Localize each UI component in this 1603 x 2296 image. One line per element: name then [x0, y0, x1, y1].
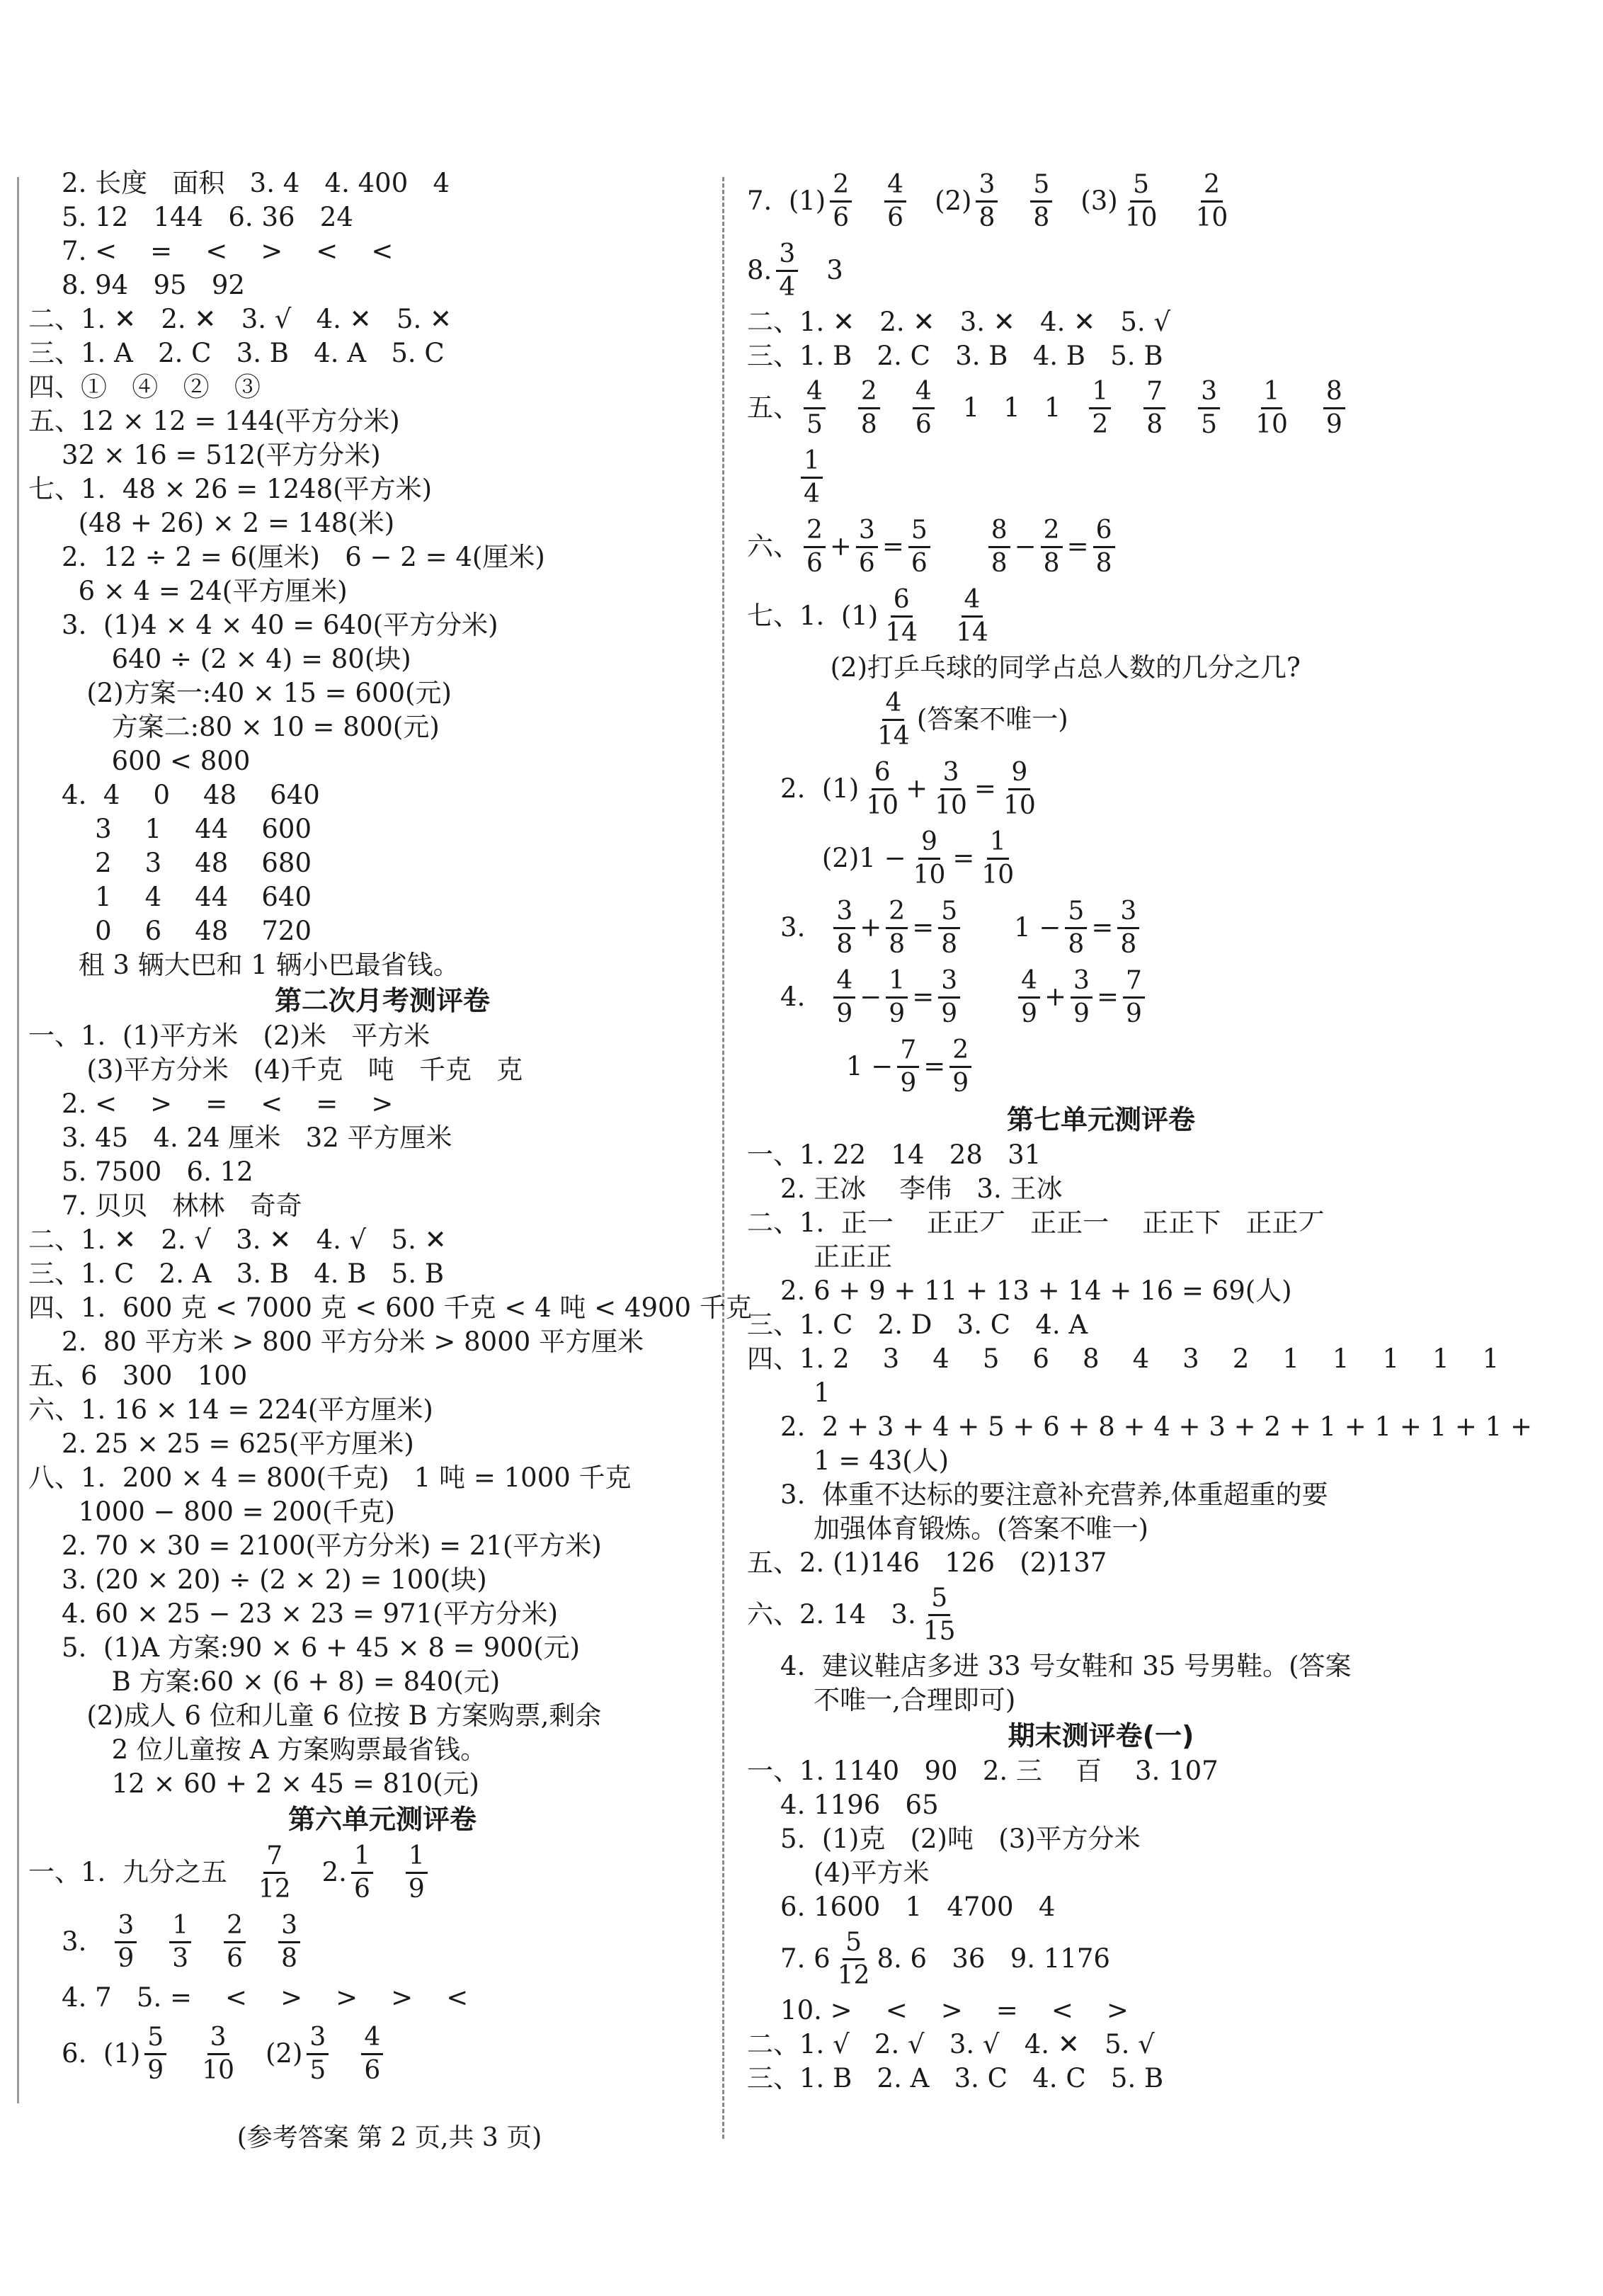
unit7-section-6: 六、2. 14 3. $\frac{5}{15}$	[747, 1580, 1455, 1649]
answer-line: 二、1. ✕ 2. √ 3. ✕ 4. √ 5. ✕	[28, 1224, 447, 1255]
answer-line: 3. 45 4. 24 厘米 32 平方厘米	[28, 1123, 452, 1153]
unit6-section-7-q3: 3. $\frac{3}{8}$ + $\frac{2}{8}$ = $\frac{5}{8}$ 1 − $\frac{5}{8}$ = $\frac{3}{8}$	[747, 893, 1455, 962]
fraction: $\frac{7}{8}$	[1143, 379, 1165, 438]
fraction: $\frac{4}{9}$	[833, 968, 855, 1027]
answer-line: 3. (20 × 20) ÷ (2 × 2) = 100(块)	[28, 1564, 487, 1595]
fraction: $\frac{3}{9}$	[115, 1913, 137, 1972]
answer-line: 方案二:80 × 10 = 800(元)	[28, 712, 440, 742]
fraction: $\frac{8}{9}$	[1323, 379, 1345, 438]
fraction: $\frac{6}{8}$	[1093, 518, 1115, 576]
answer-line: 五、6 300 100	[28, 1360, 248, 1391]
fraction: $\frac{2}{8}$	[886, 899, 908, 957]
fraction: $\frac{2}{6}$	[224, 1913, 246, 1972]
answers-month2	[28, 1019, 752, 1801]
fraction: $\frac{3}{10}$	[935, 757, 967, 820]
fraction: $\frac{3}{8}$	[278, 1913, 300, 1972]
fraction: $\frac{4}{14}$	[956, 584, 988, 647]
answer-line: 2. 70 × 30 = 2100(平方分米) = 21(平方米)	[28, 1530, 602, 1561]
fraction: $\frac{1}{3}$	[169, 1913, 191, 1972]
unit6-q8: 8. $\frac{3}{4}$ 3	[747, 239, 843, 302]
fraction: $\frac{1}{2}$	[1089, 379, 1111, 438]
page-footer: (参考答案 第 2 页,共 3 页)	[236, 2123, 542, 2152]
answer-line: 12 × 60 + 2 × 45 = 810(元)	[28, 1768, 479, 1799]
answer-line: 三、1. B 2. A 3. C 4. C 5. B	[747, 2063, 1164, 2093]
answer-line: 8. 94 95 92	[28, 270, 245, 300]
answer-line: 10. > < > = < >	[747, 1995, 1129, 2025]
fraction: $\frac{5}{15}$	[923, 1583, 956, 1646]
answer-line: 1000 − 800 = 200(千克)	[28, 1496, 395, 1527]
unit6-q7: 7. (1) $\frac{2}{6}$ $\frac{4}{6}$ (2) $\frac{3}{8}$ $\frac{5}{8}$ (3) $\frac{5}{10}$ $\frac{2}{10}$	[747, 166, 1455, 236]
unit6-line-3: 3. $\frac{3}{9}$ $\frac{1}{3}$ $\frac{2}{6}$ $\frac{3}{8}$	[28, 1907, 736, 1977]
fraction: $\frac{3}{8}$	[1117, 899, 1139, 957]
fraction: $\frac{5}{6}$	[908, 518, 930, 576]
answer-line: (2)成人 6 位和儿童 6 位按 B 方案购票,剩余	[28, 1700, 602, 1731]
page-edge-line	[17, 177, 19, 2103]
fraction: $\frac{2}{6}$	[830, 172, 852, 231]
fraction: $\frac{4}{14}$	[877, 688, 910, 751]
answer-line: 6 × 4 = 24(平方厘米)	[28, 576, 348, 606]
answer-line: 5. 12 144 6. 36 24	[28, 202, 353, 232]
answer-line: 1	[747, 1377, 831, 1408]
fraction: $\frac{9}{10}$	[913, 826, 946, 890]
fraction: $\frac{1}{10}$	[1255, 376, 1288, 439]
fraction: $\frac{6}{10}$	[866, 757, 899, 820]
answer-line: 三、1. C 2. D 3. C 4. A	[747, 1309, 1088, 1340]
fraction: $\frac{2}{6}$	[804, 518, 826, 576]
fraction: $\frac{4}{6}$	[913, 379, 935, 438]
fraction: $\frac{3}{9}$	[938, 968, 960, 1027]
answer-line: 600 < 800	[28, 746, 251, 776]
unit6-section-7-q1: 七、1. (1) $\frac{6}{14}$ $\frac{4}{14}$	[747, 581, 1455, 651]
answer-line: 3 1 44 600	[28, 814, 312, 844]
fraction: $\frac{3}{10}$	[202, 2022, 234, 2085]
answer-line: 1 4 44 640	[28, 882, 312, 912]
fraction: $\frac{9}{10}$	[1003, 757, 1036, 820]
answer-line: 六、1. 16 × 14 = 224(平方厘米)	[28, 1394, 433, 1425]
fraction: $\frac{1}{9}$	[886, 968, 908, 1027]
answer-line: 7. < = < > < <	[28, 236, 394, 266]
fraction: $\frac{4}{5}$	[804, 379, 826, 438]
unit6-line-6: 6. (1) $\frac{5}{9}$ $\frac{3}{10}$ (2) $\frac{3}{5}$ $\frac{4}{6}$	[28, 2019, 736, 2088]
fraction: $\frac{3}{9}$	[1071, 968, 1093, 1027]
unit6-line-4: 4. 7 5. = < > > > <	[28, 1982, 469, 2013]
fraction: $\frac{5}{8}$	[1065, 899, 1087, 957]
answer-line: 一、1. 22 14 28 31	[747, 1140, 1042, 1170]
answer-line: 2. 12 ÷ 2 = 6(厘米) 6 − 2 = 4(厘米)	[28, 542, 545, 572]
answer-line: 三、1. A 2. C 3. B 4. A 5. C	[28, 338, 445, 368]
fraction: $\frac{3}{8}$	[976, 172, 998, 231]
answer-line: 1 = 43(人)	[747, 1445, 949, 1476]
answer-line: 5. (1)A 方案:90 × 6 + 45 × 8 = 900(元)	[28, 1632, 581, 1663]
fraction: $\frac{5}{8}$	[1030, 172, 1052, 231]
answer-line: 2. 80 平方米 > 800 平方分米 > 8000 平方厘米	[28, 1326, 644, 1357]
unit6-section-5-cont	[747, 443, 1455, 512]
fraction: $\frac{3}{5}$	[307, 2025, 329, 2084]
answer-line: 2. 25 × 25 = 625(平方厘米)	[28, 1428, 414, 1459]
fraction: $\frac{6}{14}$	[885, 584, 918, 647]
unit6-line-1: 一、1. 九分之五 $\frac{7}{12}$ 2. $\frac{1}{6}$ $\frac{1}{9}$	[28, 1838, 736, 1907]
answer-line: 一、1. (1)平方米 (2)米 平方米	[28, 1021, 430, 1051]
answer-line: 4. 60 × 25 − 23 × 23 = 971(平方分米)	[28, 1598, 559, 1629]
unit6-section-6: 六、 $\frac{2}{6}$ + $\frac{3}{6}$ = $\frac{5}{6}$ $\frac{8}{8}$ − $\frac{2}{8}$ = $\frac{6}{8}$	[747, 512, 1455, 581]
heading-second-monthly-test: 第二次月考测评卷	[274, 985, 490, 1016]
answer-line: 四、1. 600 克 < 7000 克 < 600 千克 < 4 吨 < 4900 千克	[28, 1292, 752, 1323]
left-column	[28, 166, 752, 2088]
answers-month1	[28, 166, 736, 982]
answer-line: (4)平方米	[747, 1858, 930, 1888]
unit6-section-3: 三、1. B 2. C 3. B 4. B 5. B	[747, 341, 1163, 371]
answer-line: 不唯一,合理即可)	[747, 1685, 1016, 1715]
answers-unit7-tail	[747, 1649, 1455, 1717]
answer-line: 2. 王冰 李伟 3. 王冰	[747, 1173, 1063, 1204]
fraction: $\frac{1}{6}$	[351, 1843, 373, 1902]
unit6-section-7-q4: 4. $\frac{4}{9}$ − $\frac{1}{9}$ = $\frac{3}{9}$ $\frac{4}{9}$ + $\frac{3}{9}$ = $\frac{7}{9}$	[747, 962, 1455, 1032]
fraction: $\frac{3}{5}$	[1198, 379, 1220, 438]
fraction: $\frac{5}{12}$	[837, 1927, 870, 1990]
fraction: $\frac{5}{10}$	[1124, 169, 1158, 232]
fraction: $\frac{4}{6}$	[361, 2025, 383, 2084]
fraction: $\frac{8}{8}$	[988, 518, 1010, 576]
answers-final-tail	[747, 1994, 1455, 2096]
unit6-section-7-q1-2: (2)打乒乓球的同学占总人数的几分之几?	[747, 652, 1301, 683]
answer-line: 0 6 48 720	[28, 916, 312, 946]
answer-line: (3)平方分米 (4)千克 吨 千克 克	[28, 1055, 523, 1085]
fraction: $\frac{3}{4}$	[776, 241, 798, 300]
answer-line: 二、1. √ 2. √ 3. √ 4. ✕ 5. √	[747, 2029, 1155, 2059]
answer-line: 3. (1)4 × 4 × 40 = 640(平方分米)	[28, 610, 498, 640]
answer-line: 一、1. 1140 90 2. 三 百 3. 107	[747, 1756, 1219, 1786]
unit6-section-7-q2-2: (2)1 − $\frac{9}{10}$ = $\frac{1}{10}$	[747, 824, 1455, 893]
answer-line: 2. 2 + 3 + 4 + 5 + 6 + 8 + 4 + 3 + 2 + 1 + 1 + 1 + 1 +	[747, 1411, 1532, 1442]
answer-line: 5. (1)克 (2)吨 (3)平方分米	[747, 1824, 1141, 1854]
heading-unit7-test: 第七单元测评卷	[1006, 1104, 1195, 1135]
answer-line: 八、1. 200 × 4 = 800(千克) 1 吨 = 1000 千克	[28, 1462, 632, 1493]
fraction: $\frac{4}{9}$	[1018, 968, 1040, 1027]
answer-line: 7. 贝贝 林林 奇奇	[28, 1190, 302, 1221]
answer-line: 二、1. ✕ 2. ✕ 3. √ 4. ✕ 5. ✕	[28, 304, 452, 334]
fraction: $\frac{4}{6}$	[884, 172, 906, 231]
answer-line: 4. 1196 65	[747, 1790, 939, 1820]
fraction: $\frac{5}{9}$	[144, 2025, 166, 2084]
answer-line: 正正正	[747, 1241, 893, 1272]
fraction: $\frac{2}{9}$	[949, 1038, 971, 1096]
answers-final	[747, 1754, 1455, 1924]
answer-line: 五、12 × 12 = 144(平方分米)	[28, 406, 400, 436]
answer-line: 4. 4 0 48 640	[28, 780, 320, 810]
right-column	[747, 166, 1532, 2096]
answer-line: 四、1. 2 3 4 5 6 8 4 3 2 1 1 1 1 1	[747, 1343, 1500, 1374]
answer-line: 5. 7500 6. 12	[28, 1156, 253, 1187]
final-q7: 7. 6 $\frac{5}{12}$ 8. 6 36 9. 1176	[747, 1927, 1110, 1990]
unit6-section-2: 二、1. ✕ 2. ✕ 3. ✕ 4. ✕ 5. √	[747, 307, 1171, 337]
fraction: $\frac{2}{8}$	[1041, 518, 1063, 576]
answer-line: 2. 6 + 9 + 11 + 13 + 14 + 16 = 69(人)	[747, 1275, 1292, 1306]
answer-line: 二、1. 正一 正正丆 正正一 正正下 正正丆	[747, 1207, 1325, 1238]
fraction: $\frac{2}{10}$	[1195, 169, 1228, 232]
answer-line: 租 3 辆大巴和 1 辆小巴最省钱。	[28, 950, 460, 980]
heading-unit6-test: 第六单元测评卷	[287, 1804, 477, 1835]
answer-line: 32 × 16 = 512(平方分米)	[28, 440, 381, 470]
answer-line: 640 ÷ (2 × 4) = 80(块)	[28, 644, 411, 674]
answer-line: 2 3 48 680	[28, 848, 312, 878]
unit6-section-7-q2-1: 2. (1) $\frac{6}{10}$ + $\frac{3}{10}$ = $\frac{9}{10}$	[747, 754, 1455, 824]
fraction: $\frac{1}{9}$	[406, 1843, 428, 1902]
answer-line: 2 位儿童按 A 方案购票最省钱。	[28, 1734, 487, 1765]
answer-line: 6. 1600 1 4700 4	[747, 1892, 1056, 1922]
answer-line: B 方案:60 × (6 + 8) = 840(元)	[28, 1666, 501, 1697]
answers-unit7	[747, 1138, 1532, 1580]
fraction: $\frac{3}{6}$	[856, 518, 878, 576]
answer-line: 4. 建议鞋店多进 33 号女鞋和 35 号男鞋。(答案	[747, 1651, 1352, 1681]
answer-line: 三、1. C 2. A 3. B 4. B 5. B	[28, 1258, 445, 1289]
answer-line: 加强体育锻炼。(答案不唯一)	[747, 1513, 1148, 1544]
answer-line: 四、① ④ ② ③	[28, 372, 261, 402]
answer-line: 2. < > = < = >	[28, 1089, 394, 1119]
fraction: $\frac{7}{9}$	[897, 1038, 919, 1096]
fraction: $\frac{1}{4}$	[801, 448, 823, 507]
unit6-section-7-q4-cont: 1 − $\frac{7}{9}$ = $\frac{2}{9}$	[747, 1032, 1455, 1101]
fraction: $\frac{1}{10}$	[981, 826, 1015, 890]
answer-line: 五、2. (1)146 126 (2)137	[747, 1547, 1107, 1578]
fraction: $\frac{2}{8}$	[858, 379, 880, 438]
answer-line: 七、1. 48 × 26 = 1248(平方米)	[28, 474, 433, 504]
fraction: $\frac{7}{9}$	[1123, 968, 1145, 1027]
fraction: $\frac{5}{8}$	[938, 899, 960, 957]
fraction: $\frac{3}{8}$	[833, 899, 855, 957]
unit6-section-5: 五、 $\frac{4}{5}$ $\frac{2}{8}$ $\frac{4}{6}$ 1 1 1 $\frac{1}{2}$ $\frac{7}{8}$ $\frac{3}{5}$ $\frac{1}{10}$ $\frac{8}{9}$	[747, 373, 1455, 443]
unit6-section-7-q1-answer: $\frac{4}{14}$ (答案不唯一)	[747, 685, 1455, 754]
answer-line: 2. 长度 面积 3. 4 4. 400 4	[28, 168, 450, 198]
fraction: $\frac{7}{12}$	[258, 1841, 291, 1904]
heading-final-test: 期末测评卷(一)	[1008, 1720, 1194, 1751]
answer-line: 3. 体重不达标的要注意补充营养,体重超重的要	[747, 1479, 1328, 1510]
answer-line: (2)方案一:40 × 15 = 600(元)	[28, 678, 452, 708]
answer-line: (48 + 26) × 2 = 148(米)	[28, 508, 395, 538]
